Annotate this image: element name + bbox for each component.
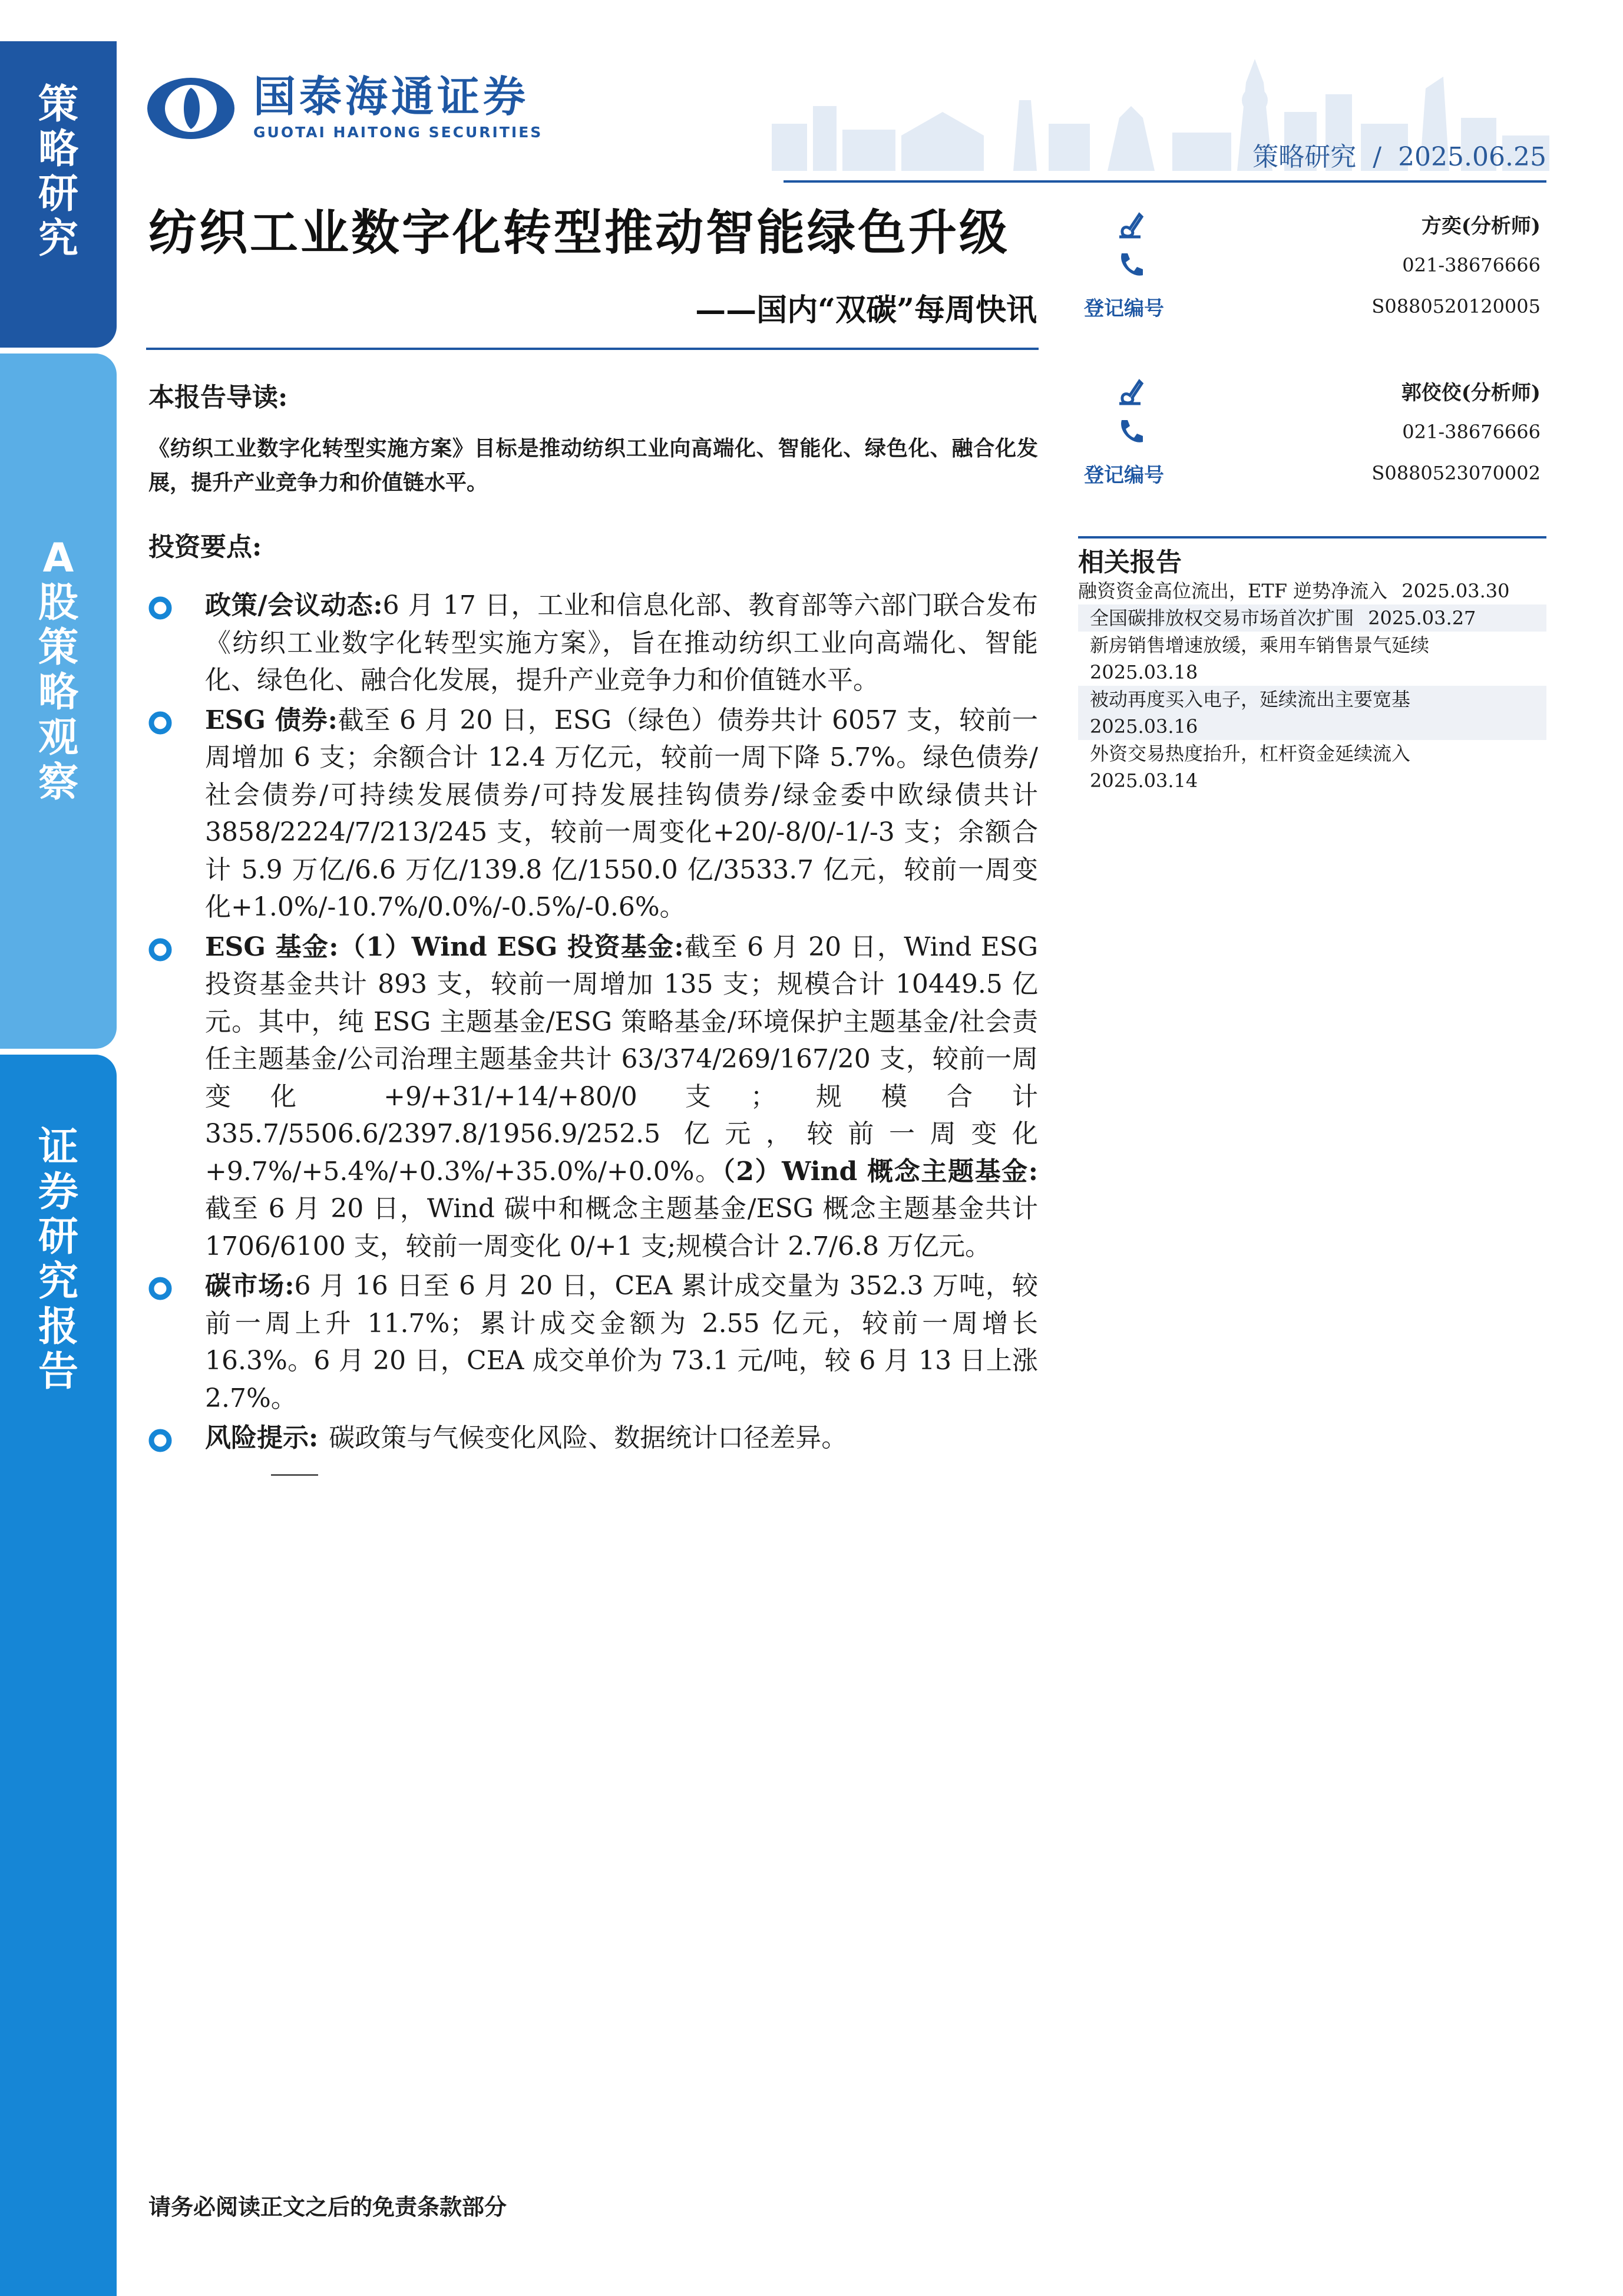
point-esg-funds [148,929,1038,1266]
related-report-item[interactable] [1078,577,1546,604]
related-report-date: 2025.03.16 [1090,715,1198,738]
side-band-char: A [42,535,74,582]
side-band-char: 察 [38,759,78,806]
analyst-card-2 [1084,370,1541,494]
point-carbon-market [148,1267,1038,1417]
side-band-strategy-research [0,41,117,348]
side-band-char: 证 [38,1124,78,1171]
side-band-char: 略 [38,126,78,173]
side-band-char: 策 [38,81,78,128]
point-risk [148,1419,1038,1457]
registration-label: 登记编号 [1084,296,1164,321]
registration-number: S0880523070002 [1371,462,1541,484]
related-report-date: 2025.03.18 [1090,661,1198,683]
related-report-date: 2025.03.27 [1368,607,1476,629]
point-label: 政策/会议动态: [205,590,383,620]
related-report-item[interactable] [1078,686,1546,740]
point-label: 风险提示: [205,1423,319,1453]
side-band-char: 股 [38,580,78,627]
phone-icon [1115,250,1145,280]
intro-heading: 本报告导读: [148,382,288,412]
related-reports-list [1078,577,1546,794]
point-label: 碳市场: [205,1271,295,1301]
related-reports-heading: 相关报告 [1078,547,1182,577]
point-label: ESG 基金:（1）Wind ESG 投资基金: [205,931,684,962]
side-band-char: 观 [38,714,78,761]
side-band-char: 研 [38,1214,78,1261]
report-title: 纺织工业数字化转型推动智能绿色升级 [148,204,1010,261]
bullet-circle-icon [148,1429,172,1452]
report-date: 2025.06.25 [1398,142,1546,172]
related-report-item[interactable] [1078,632,1546,686]
investment-points [148,587,1038,1457]
side-band-securities-report [0,1055,117,2296]
investment-points-heading: 投资要点: [148,532,262,562]
related-report-item[interactable] [1078,604,1546,632]
analyst-card-1 [1084,203,1541,327]
point-text: 碳政策与气候变化风险、数据统计口径差异。 [329,1423,848,1453]
side-band-char: 研 [38,171,78,218]
registration-number: S0880520120005 [1371,295,1541,318]
bullet-circle-icon [148,711,172,735]
analyst-name: 郭佼佼(分析师) [1401,381,1541,405]
logo-english-name: GUOTAI HAITONG SECURITIES [253,124,543,141]
point-label-2: （2）Wind 概念主题基金: [722,1156,1038,1187]
header-rule [784,180,1546,183]
analyst-phone: 021-38676666 [1402,254,1541,276]
header-separator: / [1373,142,1382,172]
side-band-char: 报 [38,1303,78,1350]
point-esg-bonds [148,702,1038,926]
point-label: ESG 债券: [205,705,338,735]
intro-text: 《纺织工业数字化转型实施方案》目标是推动纺织工业向高端化、智能化、绿色化、融合化发展，提升产业竞争力和价值链水平。 [148,436,1038,495]
related-report-title: 新房销售增速放缓，乘用车销售景气延续 [1090,634,1430,656]
analyst-phone: 021-38676666 [1402,421,1541,443]
report-category: 策略研究 [1252,142,1357,172]
related-report-title: 被动再度买入电子，延续流出主要宽基 [1090,688,1411,711]
bullet-circle-icon [148,596,172,620]
side-band-char: 券 [38,1169,78,1216]
related-reports-rule [1078,536,1546,539]
side-band-char: 究 [38,1258,78,1306]
report-subtitle: ——国内“双碳”每周快讯 [695,292,1037,328]
title-rule [146,348,1039,350]
related-report-date: 2025.03.30 [1401,580,1510,602]
logo-chinese-name: 国泰海通证券 [253,72,530,121]
company-logo [146,72,543,141]
point-text: 截至 6 月 20 日，ESG（绿色）债券共计 6057 支，较前一周增加 6 支；余额合计 12.4 万亿元，较前一周下降 5.7%。绿色债券/社会债券/可持续发展债券/可持发展挂钩债券/绿金委中欧绿债共计 3858/2224/7/213/245 支，较前一周变化+20/-8/0/-1/-3 支；余额合计 5.9 万亿/6.6 万亿/139.8 亿/1550.0 亿/3533.7 亿元，较前一周变化+1.0%/-10.7%/0.0%/-0.5%/-0.6%。 [205,705,1038,922]
related-report-title: 全国碳排放权交易市场首次扩围 [1090,607,1354,629]
report-category-date [1252,136,1546,173]
logo-mark-icon [146,76,236,141]
small-mark [271,1474,318,1476]
pen-icon [1115,209,1145,239]
bullet-circle-icon [148,938,172,962]
related-report-title: 外资交易热度抬升，杠杆资金延续流入 [1090,742,1411,765]
bullet-circle-icon [148,1277,172,1300]
related-report-title: 融资资金高位流出，ETF 逆势净流入 [1078,580,1388,602]
related-report-item[interactable] [1078,740,1546,794]
pen-icon [1115,375,1145,406]
point-policy [148,587,1038,699]
side-band-char: 告 [38,1348,78,1395]
side-band-char: 策 [38,625,78,672]
point-text: 6 月 16 日至 6 月 20 日，CEA 累计成交量为 352.3 万吨，较前一周上升 11.7%；累计成交金额为 2.55 亿元，较前一周增长 16.3%。6 月 20 日，CEA 成交单价为 73.1 元/吨，较 6 月 13 日上涨 2.7%。 [205,1271,1038,1413]
main-content [148,365,1038,1459]
point-text-2: 截至 6 月 20 日，Wind 碳中和概念主题基金/ESG 概念主题基金共计 1706/6100 支，较前一周变化 0/+1 支;规模合计 2.7/6.8 万亿元。 [205,1194,1038,1261]
registration-label: 登记编号 [1084,463,1164,487]
related-report-date: 2025.03.14 [1090,769,1198,792]
phone-icon [1115,417,1145,447]
disclaimer-footer: 请务必阅读正文之后的免责条款部分 [148,2193,507,2220]
analyst-name: 方奕(分析师) [1421,214,1541,238]
point-text: 6 月 17 日，工业和信息化部、教育部等六部门联合发布《纺织工业数字化转型实施方案》，旨在推动纺织工业向高端化、智能化、绿色化、融合化发展，提升产业竞争力和价值链水平。 [205,590,1038,695]
point-text: 截至 6 月 20 日，Wind ESG 投资基金共计 893 支，较前一周增加 135 支；规模合计 10449.5 亿元。其中，纯 ESG 主题基金/ESG 策略基金/环境保护主题基金/社会责任主题基金/公司治理主题基金共计 63/374/269/167/20 支，较前一周变化 +9/+31/+14/+80/0 支；规模合计 335.7/5506.6/2397.8/1956.9/252.5 亿元，较前一周变化 +9.7%/+5.4%/+0.3%/+35.0%/+0.0%。 [205,931,1038,1187]
side-band-char: 究 [38,216,78,263]
side-band-char: 略 [38,669,78,716]
side-band-a-share [0,354,117,1049]
